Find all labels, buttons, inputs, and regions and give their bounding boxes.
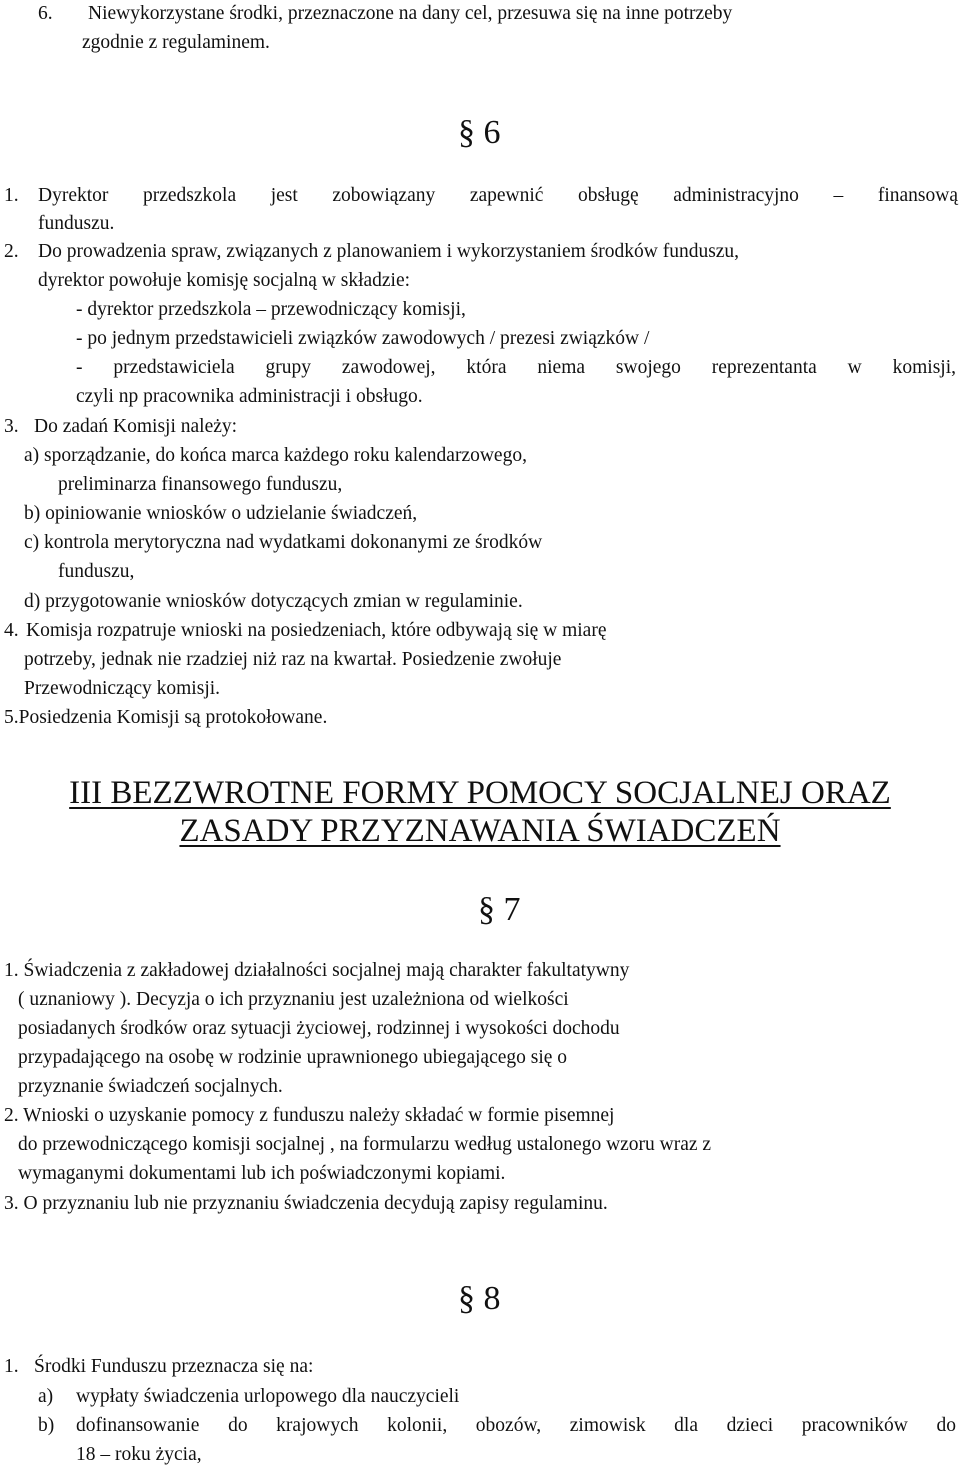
paragraph-line: Dyrektor przedszkola jest zobowiązany zapewnić obsługę administracyjno – finansową [38, 185, 958, 206]
paragraph-line: 3. O przyznaniu lub nie przyznaniu świadczenia decydują zapisy regulaminu. [4, 1193, 608, 1214]
paragraph-line: przypadającego na osobę w rodzinie uprawnionego ubiegającego się o [18, 1047, 568, 1068]
paragraph-line: 18 – roku życia, [76, 1444, 202, 1465]
paragraph-line: Niewykorzystane środki, przeznaczone na dany cel, przesuwa się na inne potrzeby [88, 3, 733, 24]
paragraph-line: - po jednym przedstawicieli związków zawodowych / prezesi związków / [76, 328, 650, 349]
paragraph-line: c) kontrola merytoryczna nad wydatkami dokonanymi ze środków [24, 532, 543, 553]
list-number: 3. [4, 416, 19, 437]
chapter-heading-line: ZASADY PRZYZNAWANIA ŚWIADCZEŃ [179, 813, 781, 849]
paragraph-line: dyrektor powołuje komisję socjalną w składzie: [38, 270, 411, 291]
section-heading-8 [458, 1282, 501, 1316]
list-label: a) [38, 1386, 54, 1407]
paragraph-line: czyli np pracownika administracji i obsługo. [76, 386, 423, 407]
list-number: 4. [4, 620, 19, 641]
paragraph-line: ( uznaniowy ). Decyzja o ich przyznaniu jest uzależniona od wielkości [18, 989, 569, 1010]
paragraph-line: wymaganymi dokumentami lub ich poświadczonymi kopiami. [18, 1163, 506, 1184]
paragraph-line: posiadanych środków oraz sytuacji życiowej, rodzinnej i wysokości dochodu [18, 1018, 620, 1039]
section-heading-6 [458, 116, 501, 150]
paragraph-line: zgodnie z regulaminem. [82, 32, 270, 53]
section-symbol: § [458, 114, 475, 151]
chapter-heading-line: III BEZZWROTNE FORMY POMOCY SOCJALNEJ ORAZ [69, 775, 891, 811]
paragraph-line: Komisja rozpatruje wnioski na posiedzeniach, które odbywają się w miarę [26, 620, 607, 641]
list-number: 1. [4, 1356, 19, 1377]
section-number: 7 [503, 891, 521, 928]
paragraph-line: funduszu. [38, 213, 115, 234]
paragraph-line: - dyrektor przedszkola – przewodniczący komisji, [76, 299, 466, 320]
paragraph-line: Do prowadzenia spraw, związanych z planowaniem i wykorzystaniem środków funduszu, [38, 241, 740, 262]
list-number: 6. [38, 3, 53, 24]
list-label: b) [38, 1415, 55, 1436]
paragraph-line: 2. Wnioski o uzyskanie pomocy z funduszu należy składać w formie pisemnej [4, 1105, 615, 1126]
paragraph-line: dofinansowanie do krajowych kolonii, obozów, zimowisk dla dzieci pracowników do [76, 1415, 956, 1436]
list-number: 1. [4, 185, 19, 206]
section-symbol: § [478, 891, 495, 928]
paragraph-line: d) przygotowanie wniosków dotyczących zmian w regulaminie. [24, 591, 523, 612]
paragraph-line: funduszu, [58, 561, 135, 582]
paragraph-line: - przedstawiciela grupy zawodowej, która niema swojego reprezentanta w komisji, [76, 357, 956, 378]
paragraph-line: 1. Świadczenia z zakładowej działalności socjalnej mają charakter fakultatywny [4, 960, 630, 981]
paragraph-line: do przewodniczącego komisji socjalnej , na formularzu według ustalonego wzoru wraz z [18, 1134, 712, 1155]
paragraph-line: 5.Posiedzenia Komisji są protokołowane. [4, 707, 328, 728]
section-symbol: § [458, 1280, 475, 1317]
section-number: 6 [483, 114, 501, 151]
section-number: 8 [483, 1280, 501, 1317]
paragraph-line: preliminarza finansowego funduszu, [58, 474, 343, 495]
paragraph-line: Do zadań Komisji należy: [34, 416, 238, 437]
paragraph-line: a) sporządzanie, do końca marca każdego roku kalendarzowego, [24, 445, 527, 466]
paragraph-line: b) opiniowanie wniosków o udzielanie świadczeń, [24, 503, 418, 524]
paragraph-line: przyznanie świadczeń socjalnych. [18, 1076, 283, 1097]
paragraph-line: Przewodniczący komisji. [24, 678, 221, 699]
paragraph-line: potrzeby, jednak nie rzadziej niż raz na kwartał. Posiedzenie zwołuje [24, 649, 562, 670]
paragraph-line: wypłaty świadczenia urlopowego dla nauczycieli [76, 1386, 460, 1407]
list-number: 2. [4, 241, 19, 262]
paragraph-line: Środki Funduszu przeznacza się na: [34, 1356, 314, 1377]
section-heading-7 [478, 893, 521, 927]
